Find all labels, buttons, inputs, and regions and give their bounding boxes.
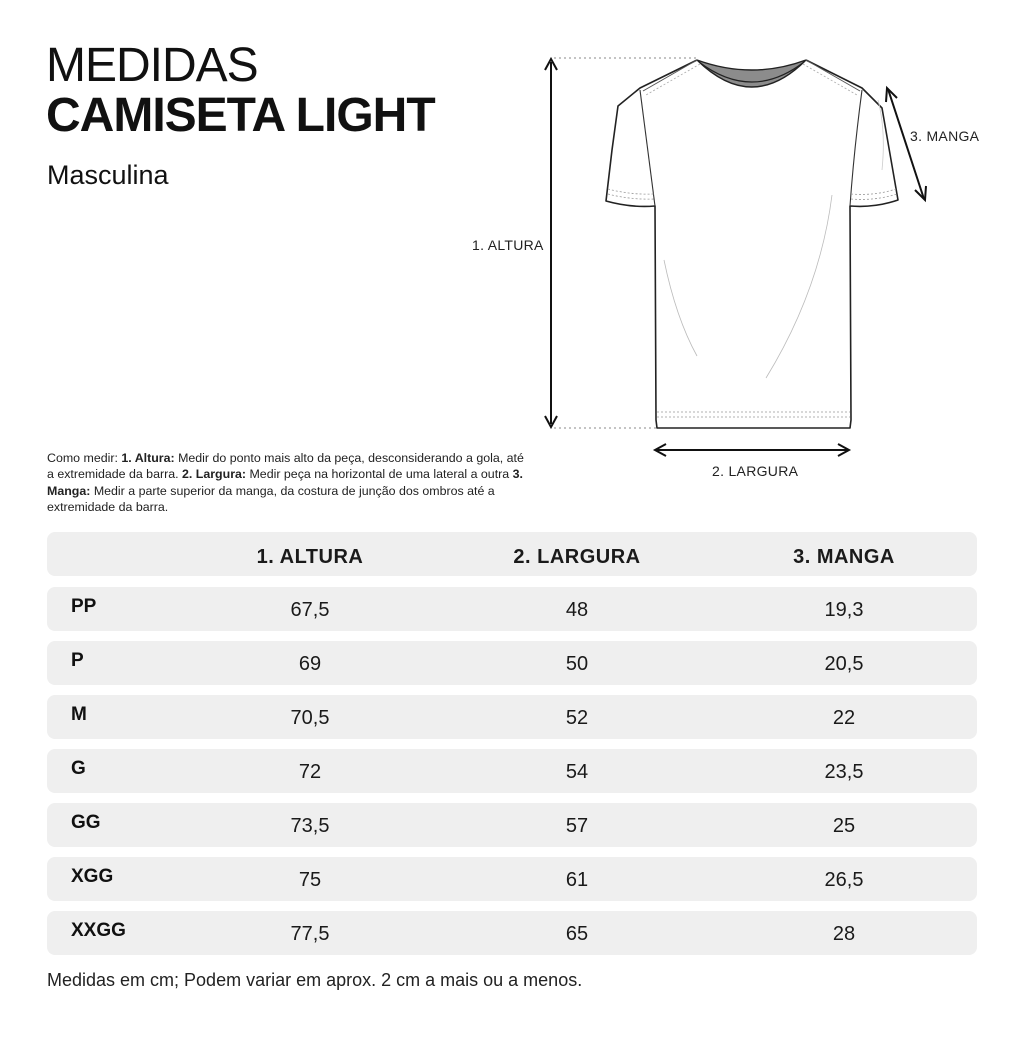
footnote: Medidas em cm; Podem variar em aprox. 2 cm a mais ou a menos. bbox=[47, 970, 583, 990]
altura-value: 75 bbox=[298, 869, 322, 891]
altura-value: 67,5 bbox=[290, 599, 330, 621]
column-header-altura: 1. ALTURA bbox=[256, 546, 364, 568]
instructions-height-heading: 1. Altura: bbox=[121, 451, 175, 465]
sleeve-label: 3. MANGA bbox=[910, 128, 980, 144]
instructions-width-text: Medir peça na horizontal de uma lateral a outra bbox=[246, 467, 513, 482]
height-label: 1. ALTURA bbox=[472, 237, 544, 253]
altura-value: 73,5 bbox=[290, 815, 330, 837]
manga-value: 20,5 bbox=[824, 653, 864, 675]
largura-value: 54 bbox=[565, 761, 589, 783]
instructions-height-text: Medir do ponto mais alto da peça, desconsiderando a gola, até a extremidade da barra. bbox=[47, 451, 524, 482]
tshirt-outline bbox=[606, 60, 898, 428]
page-title-line2: CAMISETA LIGHT bbox=[46, 89, 435, 142]
largura-value: 57 bbox=[565, 815, 589, 837]
manga-value: 26,5 bbox=[824, 869, 864, 891]
instructions-sleeve-heading: 3. Manga: bbox=[47, 467, 523, 498]
table-row bbox=[47, 911, 977, 955]
size-label: P bbox=[71, 650, 84, 671]
table-header-row bbox=[47, 532, 977, 576]
table-row bbox=[47, 641, 977, 685]
size-label: PP bbox=[71, 596, 97, 617]
largura-value: 50 bbox=[565, 653, 589, 675]
manga-value: 25 bbox=[832, 815, 856, 837]
table-row bbox=[47, 695, 977, 739]
size-label: GG bbox=[71, 812, 101, 833]
altura-value: 72 bbox=[298, 761, 322, 783]
width-label: 2. LARGURA bbox=[712, 463, 799, 479]
largura-value: 48 bbox=[565, 599, 589, 621]
table-row bbox=[47, 587, 977, 631]
table-row bbox=[47, 803, 977, 847]
column-header-largura: 2. LARGURA bbox=[513, 546, 641, 568]
column-header-manga: 3. MANGA bbox=[793, 546, 895, 568]
size-label: G bbox=[71, 758, 86, 779]
largura-value: 65 bbox=[565, 923, 589, 945]
manga-value: 28 bbox=[832, 923, 856, 945]
page-title-line1: MEDIDAS bbox=[46, 39, 258, 92]
altura-value: 77,5 bbox=[290, 923, 330, 945]
largura-value: 52 bbox=[565, 707, 589, 729]
manga-value: 19,3 bbox=[824, 599, 864, 621]
instructions-intro: Como medir: bbox=[47, 451, 122, 465]
measuring-instructions bbox=[47, 450, 527, 515]
table-row bbox=[47, 749, 977, 793]
size-label: XGG bbox=[71, 866, 114, 887]
largura-value: 61 bbox=[565, 869, 589, 891]
tshirt-diagram bbox=[460, 40, 1000, 480]
page-subtitle: Masculina bbox=[47, 160, 169, 190]
manga-value: 23,5 bbox=[824, 761, 864, 783]
table-row bbox=[47, 857, 977, 901]
instructions-width-heading: 2. Largura: bbox=[182, 467, 247, 482]
instructions-sleeve-text: Medir a parte superior da manga, da costura de junção dos ombros até a extremidade da barra. bbox=[47, 483, 495, 514]
altura-value: 69 bbox=[298, 653, 322, 675]
altura-value: 70,5 bbox=[290, 707, 330, 729]
size-label: M bbox=[71, 704, 87, 725]
manga-value: 22 bbox=[832, 707, 856, 729]
size-label: XXGG bbox=[71, 920, 126, 941]
